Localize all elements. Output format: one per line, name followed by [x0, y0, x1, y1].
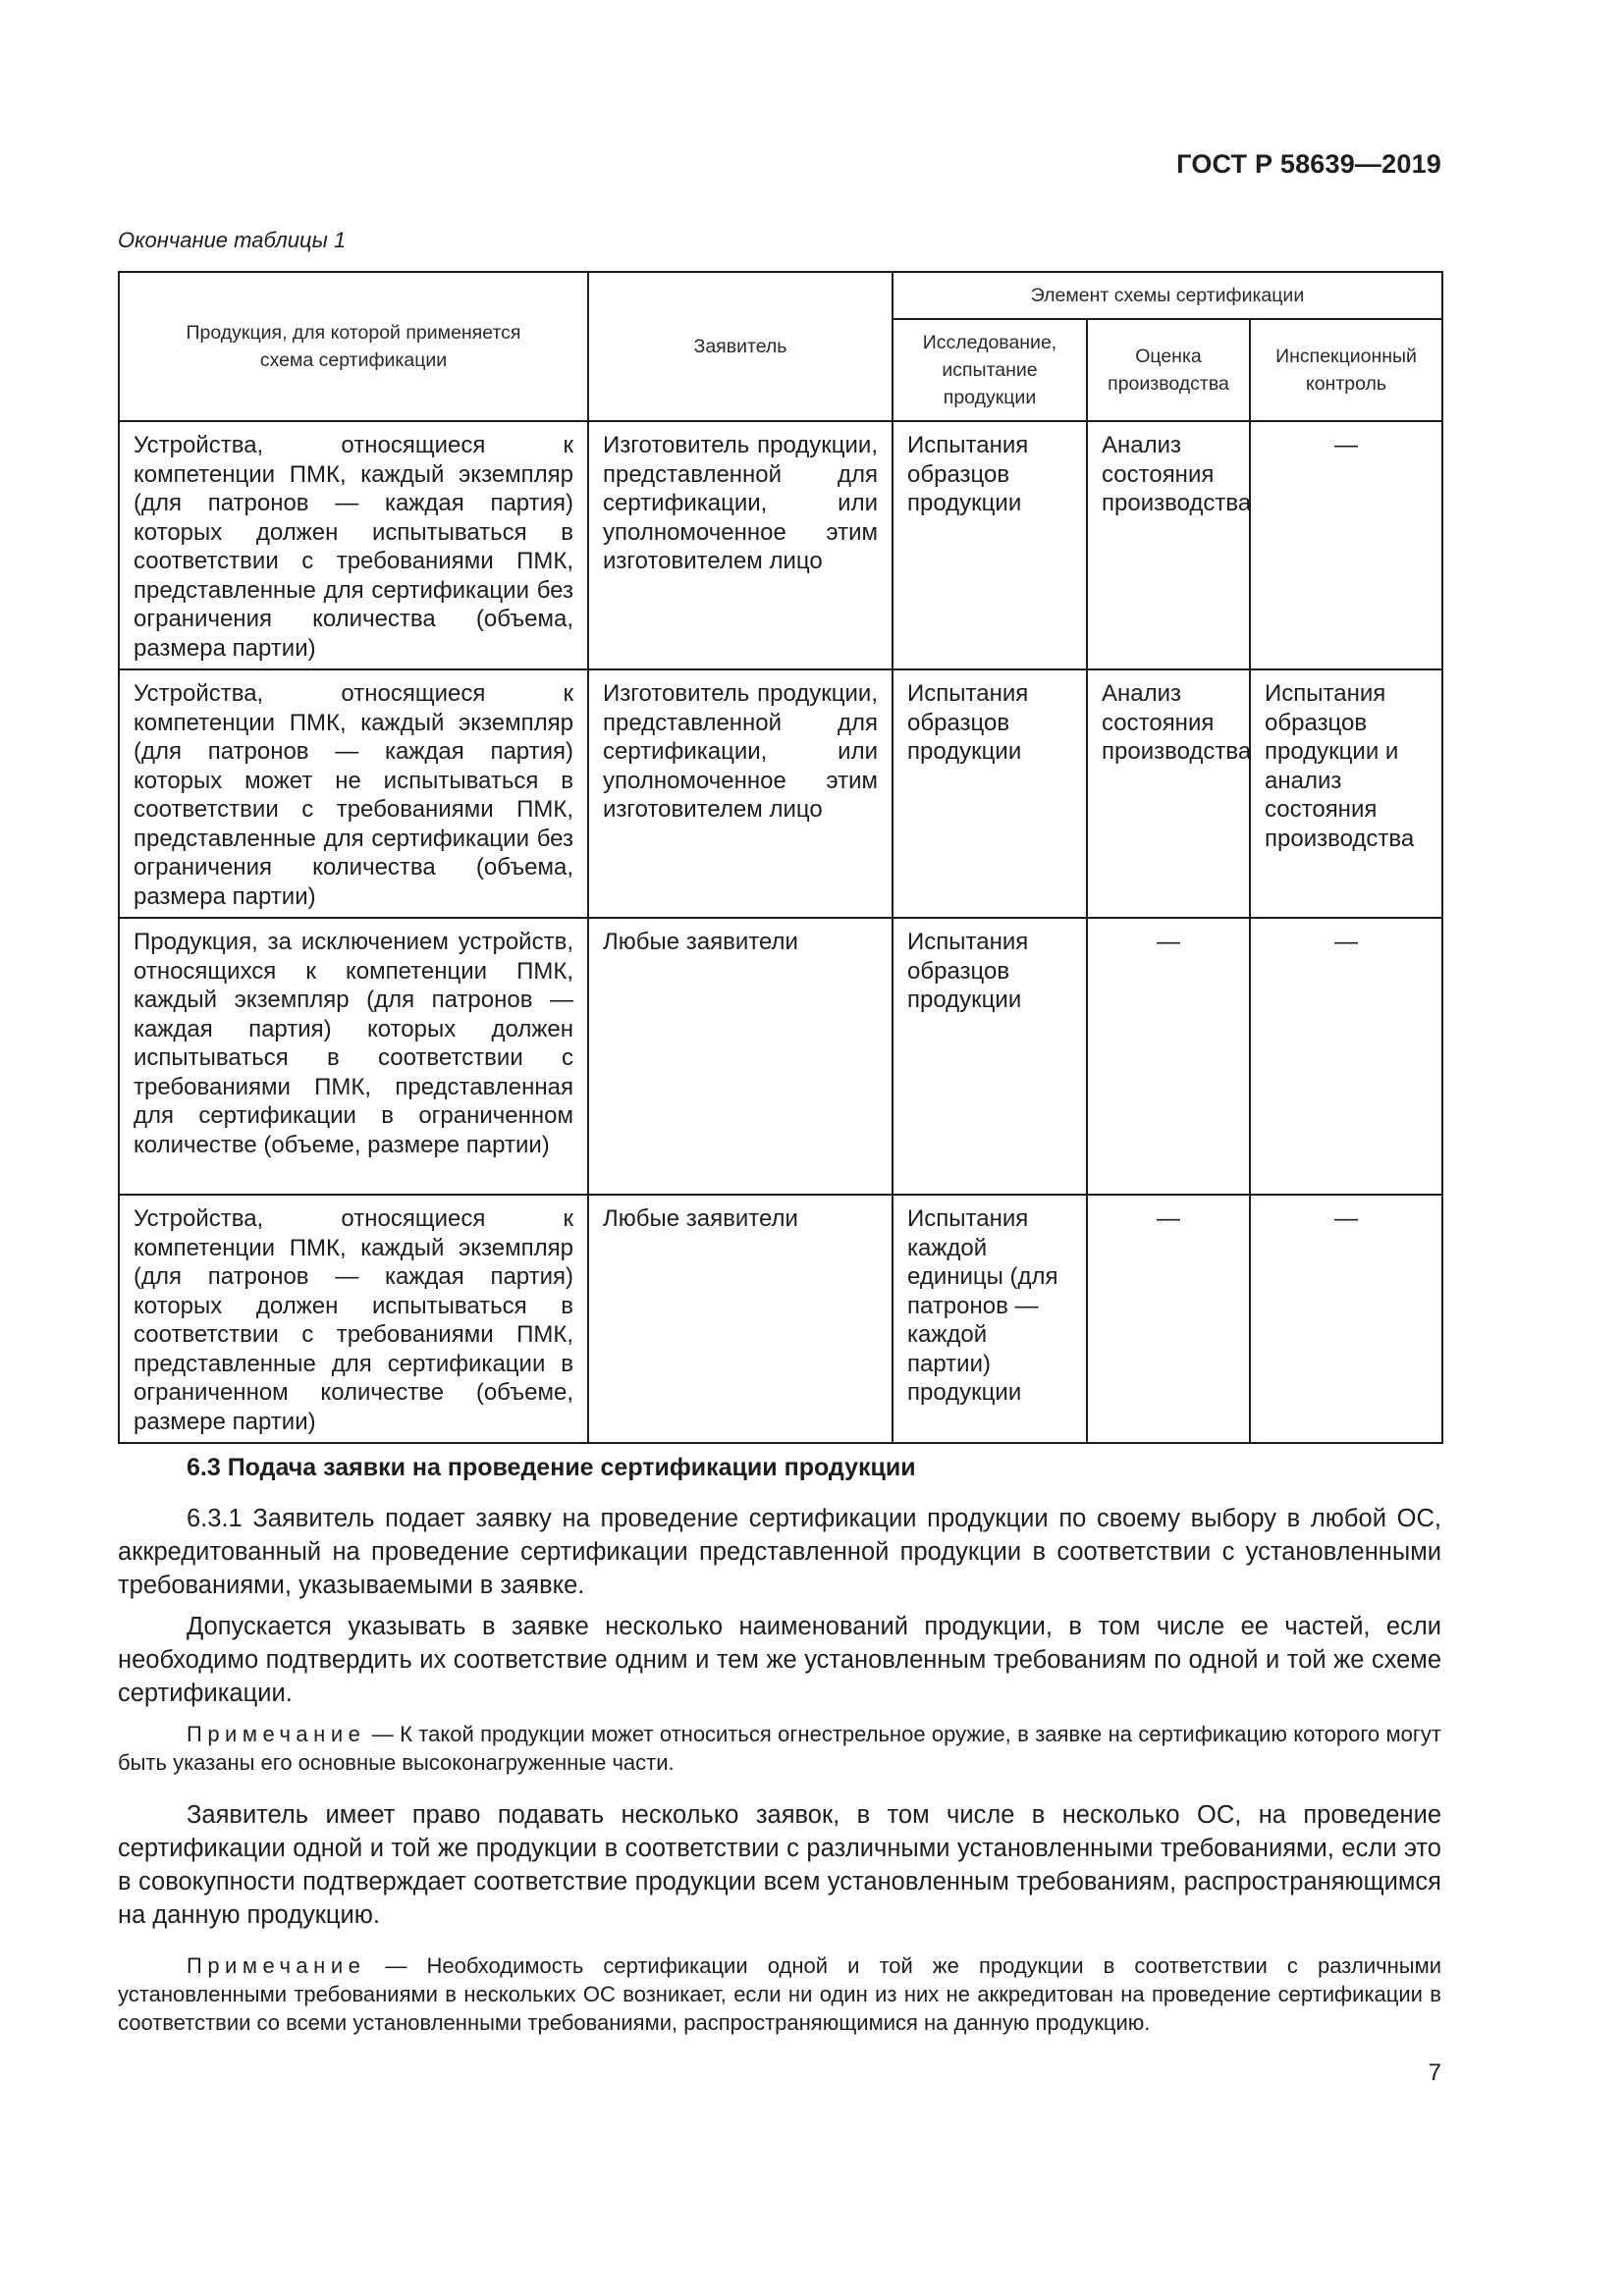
- page-number: 7: [1428, 2059, 1441, 2086]
- cell-applicant: Изготовитель продукции, представленной для сертификации, или уполномоченное этим изготовителем лицо: [588, 421, 893, 669]
- table-row: [119, 1195, 1442, 1443]
- header-applicant: Заявитель: [588, 272, 893, 421]
- cell-product: Устройства, относящиеся к компетенции ПМК, каждый экземпляр (для патронов — каждая партия) которых может не испытываться в соответствии с требованиями ПМК, представленные для сертификации без ограничения количества (объема, размера партии): [119, 669, 588, 918]
- cell-applicant: Изготовитель продукции, представленной для сертификации, или уполномоченное этим изготовителем лицо: [588, 669, 893, 918]
- cell-applicant: Любые заявители: [588, 918, 893, 1195]
- note-label: Примечание: [187, 1722, 366, 1746]
- note-2: [118, 1951, 1441, 2037]
- table-row: [119, 669, 1442, 918]
- table-caption: Окончание таблицы 1: [118, 228, 347, 252]
- cell-research: Испытания образцов продукции: [893, 918, 1087, 1195]
- table-row: [119, 918, 1442, 1195]
- header-product: Продукция, для которой применяется схема сертификации: [119, 272, 588, 421]
- section-heading: 6.3 Подача заявки на проведение сертификации продукции: [187, 1454, 916, 1481]
- paragraph-6-3-1: 6.3.1 Заявитель подает заявку на проведение сертификации продукции по своему выбору в любой ОС, аккредитованный на проведение сертификации представленной продукции в соответствии с установленными требованиями, указываемыми в заявке.: [118, 1505, 1441, 1599]
- cell-research: Испытания образцов продукции: [893, 421, 1087, 669]
- note-text: — К такой продукции может относиться огнестрельное оружие, в заявке на сертификацию которого могут быть указаны его основные высоконагруженные части.: [118, 1722, 1441, 1775]
- cell-production: —: [1087, 918, 1250, 1195]
- note-label: Примечание: [187, 1953, 366, 1978]
- cell-inspection: —: [1250, 1195, 1442, 1443]
- paragraph-multiple-products: Допускается указывать в заявке несколько наименований продукции, в том числе ее частей, если необходимо подтвердить их соответствие одним и тем же установленным требованиям по одной и той же схеме сертификации.: [118, 1613, 1441, 1707]
- header-research: Исследование, испытание продукции: [893, 319, 1087, 421]
- cell-research: Испытания каждой единицы (для патронов — каждой партии) продукции: [893, 1195, 1087, 1443]
- note-text: — Необходимость сертификации одной и той же продукции в соответствии с различными установленными требованиями в нескольких ОС возникает, если ни один из них не аккредитован на проведение сертификации в соответствии со всеми установленными требованиями, распространяющимися на данную продукцию.: [118, 1953, 1441, 2035]
- cell-production: —: [1087, 1195, 1250, 1443]
- header-inspection: Инспекционный контроль: [1250, 319, 1442, 421]
- header-production: Оценка производства: [1087, 319, 1250, 421]
- header-scheme-element: Элемент схемы сертификации: [893, 272, 1442, 319]
- cell-inspection: —: [1250, 918, 1442, 1195]
- note-1: [118, 1720, 1441, 1777]
- cell-production: Анализ состояния производства: [1087, 669, 1250, 918]
- paragraph-multiple-applications: Заявитель имеет право подавать несколько заявок, в том числе в несколько ОС, на проведение сертификации одной и той же продукции в соответствии с различными установленными требованиями, если это в совокупности подтверждает соответствие продукции всем установленным требованиям, распространяющимся на данную продукцию.: [118, 1801, 1441, 1929]
- cell-product: Устройства, относящиеся к компетенции ПМК, каждый экземпляр (для патронов — каждая партия) которых должен испытываться в соответствии с требованиями ПМК, представленные для сертификации без ограничения количества (объема, размера партии): [119, 421, 588, 669]
- certification-scheme-table: [118, 271, 1443, 1444]
- cell-product: Продукция, за исключением устройств, относящихся к компетенции ПМК, каждый экземпляр (для патронов — каждая партия) которых должен испытываться в соответствии с требованиями ПМК, представленная для сертификации в ограниченном количестве (объеме, размере партии): [119, 918, 588, 1195]
- cell-research: Испытания образцов продукции: [893, 669, 1087, 918]
- table-row: [119, 421, 1442, 669]
- cell-production: Анализ состояния производства: [1087, 421, 1250, 669]
- cell-inspection: Испытания образцов продукции и анализ состояния производства: [1250, 669, 1442, 918]
- cell-inspection: —: [1250, 421, 1442, 669]
- cell-applicant: Любые заявители: [588, 1195, 893, 1443]
- cell-product: Устройства, относящиеся к компетенции ПМК, каждый экземпляр (для патронов — каждая партия) которых должен испытываться в соответствии с требованиями ПМК, представленные для сертификации в ограниченном количестве (объеме, размере партии): [119, 1195, 588, 1443]
- document-code: ГОСТ Р 58639—2019: [1176, 149, 1441, 179]
